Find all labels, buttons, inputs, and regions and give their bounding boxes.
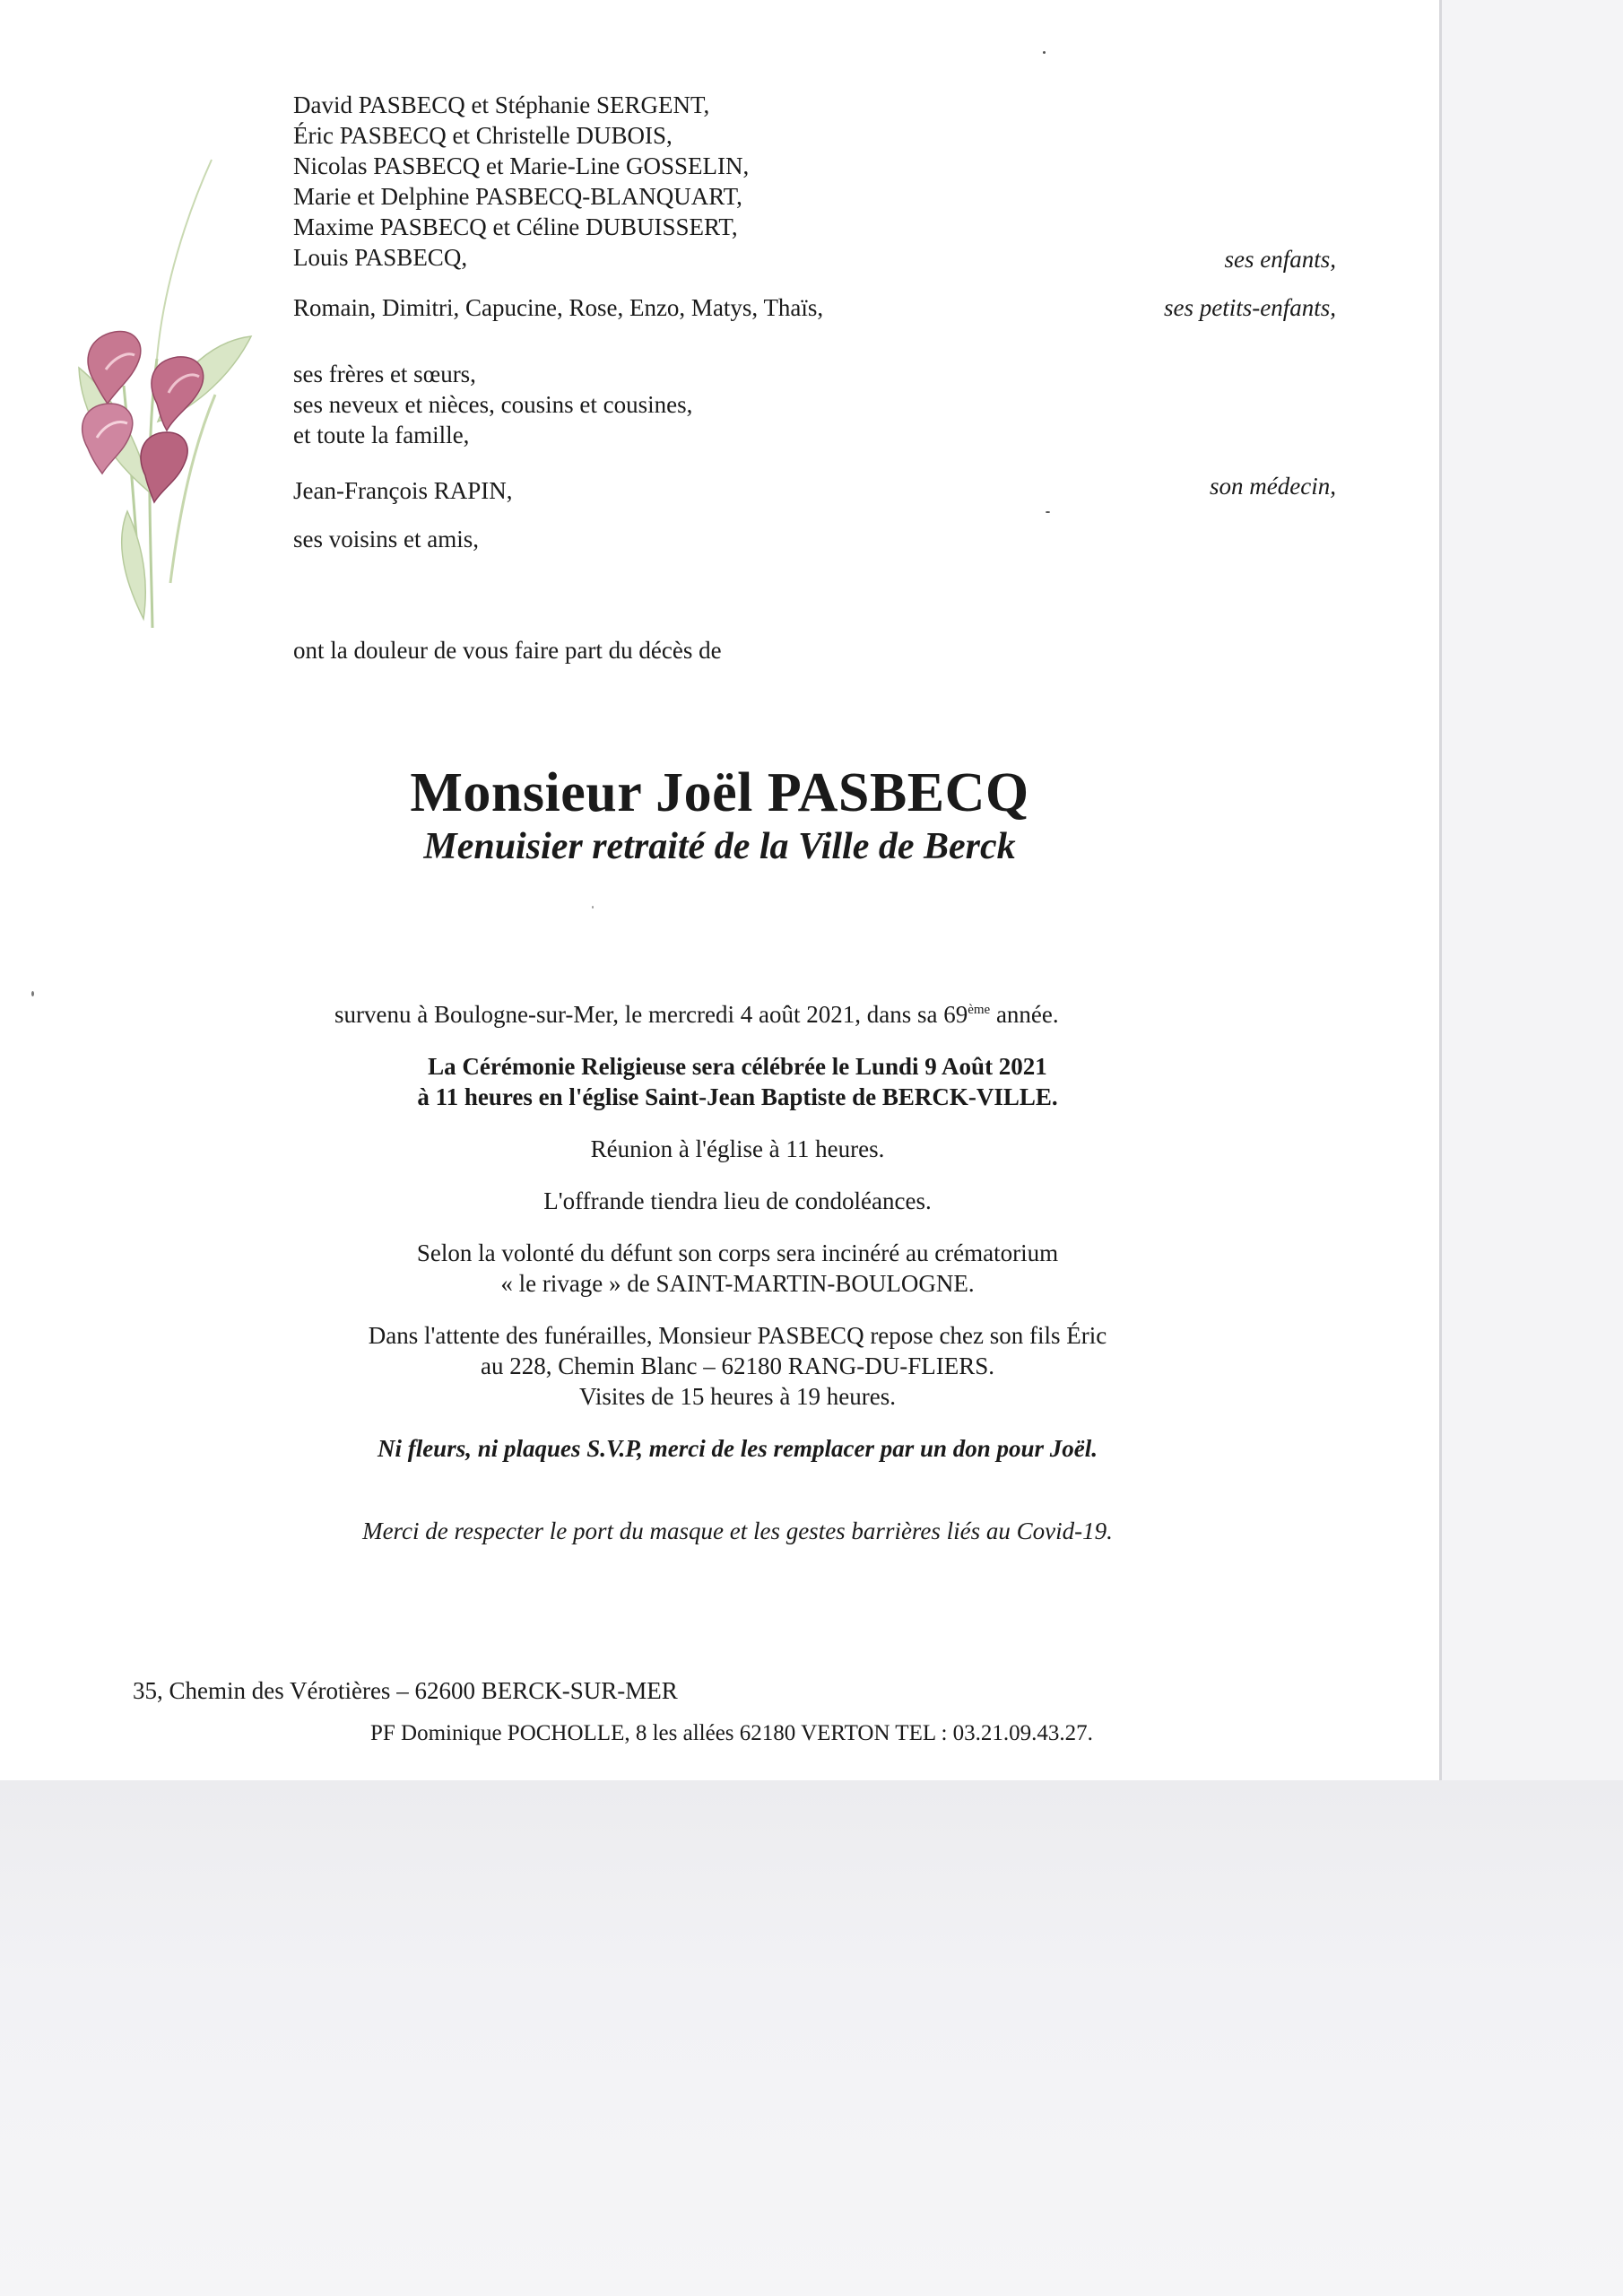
child-line: Maxime PASBECQ et Céline DUBUISSERT, bbox=[293, 213, 738, 240]
relatives-line: et toute la famille, bbox=[293, 422, 470, 448]
scanner-background bbox=[0, 1780, 1623, 2296]
funeral-home-line: PF Dominique POCHOLLE, 8 les allées 62180 VERTON TEL : 03.21.09.43.27. bbox=[370, 1721, 1093, 1745]
child-line: David PASBECQ et Stéphanie SERGENT, bbox=[293, 91, 710, 118]
doctor-line: Jean-François RAPIN, bbox=[293, 477, 513, 504]
ceremony-line: à 11 heures en l'église Saint-Jean Baptiste de BERCK-VILLE. bbox=[417, 1083, 1058, 1110]
death-details-end: année. bbox=[990, 1001, 1059, 1028]
announcement-line: ont la douleur de vous faire part du décès de bbox=[293, 637, 722, 664]
address-line: 35, Chemin des Vérotières – 62600 BERCK-SUR-MER bbox=[133, 1677, 678, 1704]
scan-speck bbox=[1046, 511, 1050, 513]
cremation-line: Selon la volonté du défunt son corps sera incinéré au crématorium bbox=[416, 1239, 1059, 1266]
repose-line: Visites de 15 heures à 19 heures. bbox=[578, 1383, 897, 1410]
scan-speck bbox=[592, 906, 594, 909]
death-details bbox=[334, 999, 1059, 1030]
neighbours-line: ses voisins et amis, bbox=[293, 526, 479, 552]
ordinal-suffix: ème bbox=[968, 1003, 991, 1017]
deceased-occupation: Menuisier retraité de la Ville de Berck bbox=[423, 826, 1016, 867]
child-line: Éric PASBECQ et Christelle DUBOIS, bbox=[293, 122, 673, 149]
cremation-line: « le rivage » de SAINT-MARTIN-BOULOGNE. bbox=[500, 1270, 975, 1297]
repose-line: Dans l'attente des funérailles, Monsieur PASBECQ repose chez son fils Éric bbox=[368, 1322, 1107, 1349]
scan-speck bbox=[1043, 51, 1046, 54]
covid-note: Merci de respecter le port du masque et les gestes barrières liés au Covid-19. bbox=[362, 1518, 1113, 1544]
offering-line: L'offrande tiendra lieu de condoléances. bbox=[543, 1187, 932, 1214]
deceased-name: Monsieur Joël PASBECQ bbox=[410, 762, 1029, 823]
child-line: Nicolas PASBECQ et Marie-Line GOSSELIN, bbox=[293, 152, 750, 179]
flowers-note: Ni fleurs, ni plaques S.V.P, merci de les remplacer par un don pour Joël. bbox=[377, 1435, 1098, 1462]
child-line: Marie et Delphine PASBECQ-BLANQUART, bbox=[293, 183, 742, 210]
page-edge-shadow bbox=[1439, 0, 1442, 1780]
repose-line: au 228, Chemin Blanc – 62180 RANG-DU-FLIERS. bbox=[481, 1352, 994, 1379]
relatives-line: ses neveux et nièces, cousins et cousines, bbox=[293, 391, 693, 418]
doctor-relation-label: son médecin, bbox=[1210, 473, 1336, 500]
ceremony-line: La Cérémonie Religieuse sera célébrée le Lundi 9 Août 2021 bbox=[428, 1053, 1047, 1080]
death-details-text: survenu à Boulogne-sur-Mer, le mercredi 4 août 2021, dans sa 69 bbox=[334, 1001, 968, 1028]
grandchildren-relation-label: ses petits-enfants, bbox=[1164, 294, 1336, 321]
grandchildren-line: Romain, Dimitri, Capucine, Rose, Enzo, Matys, Thaïs, bbox=[293, 294, 824, 321]
calla-lily-illustration bbox=[45, 152, 260, 637]
children-relation-label: ses enfants, bbox=[1224, 246, 1336, 273]
child-line: Louis PASBECQ, bbox=[293, 244, 468, 271]
relatives-line: ses frères et sœurs, bbox=[293, 361, 476, 387]
scan-speck bbox=[31, 991, 34, 996]
meeting-line: Réunion à l'église à 11 heures. bbox=[590, 1135, 885, 1162]
